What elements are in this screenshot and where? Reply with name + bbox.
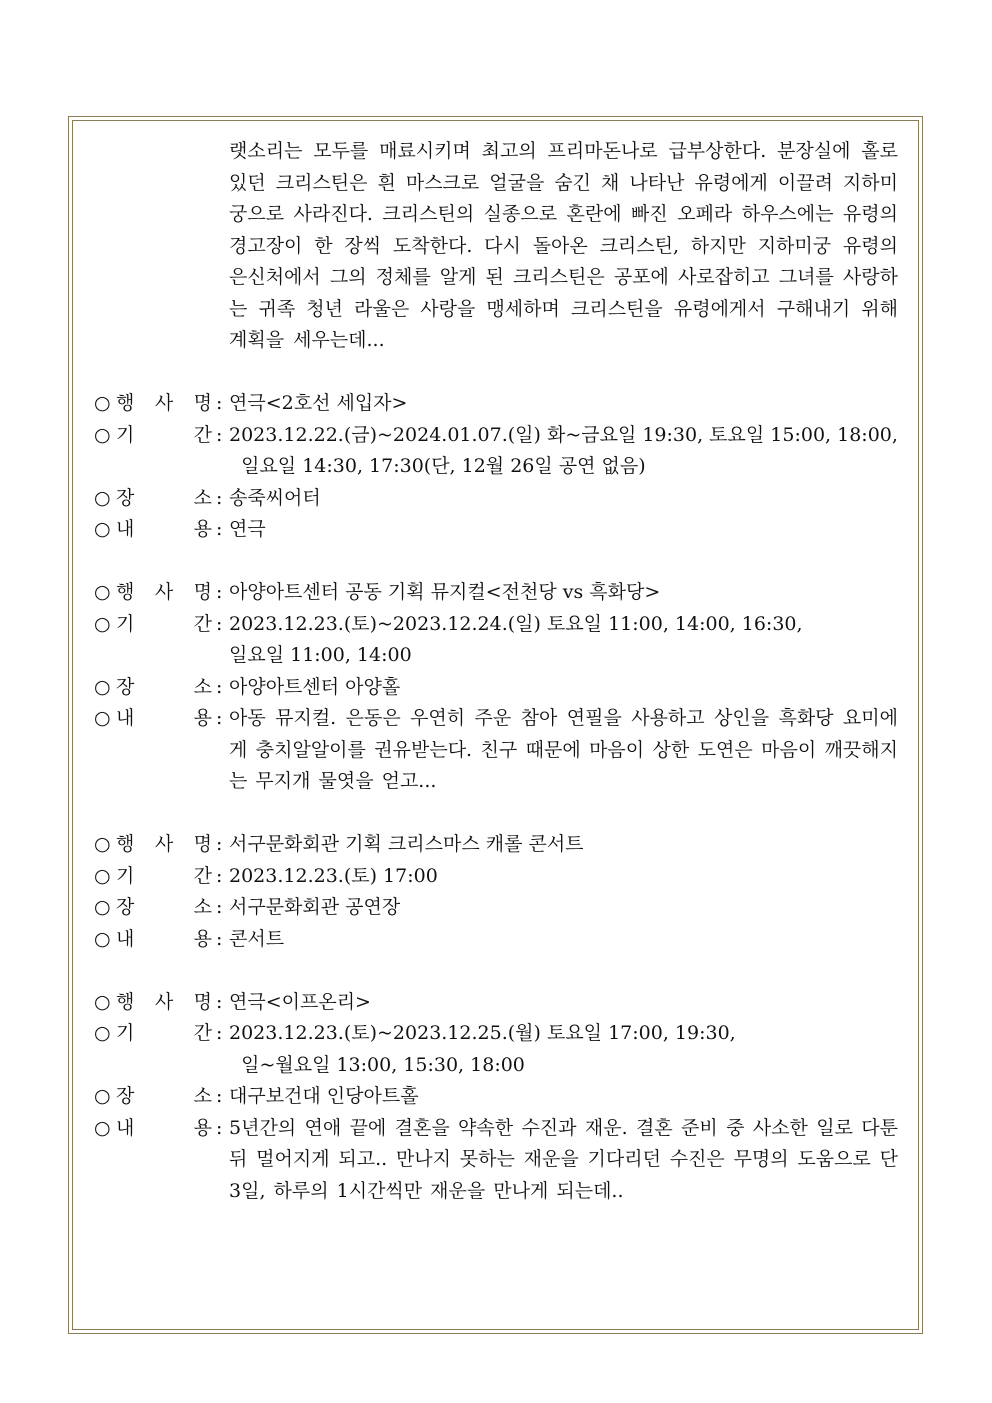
- colon: :: [216, 990, 223, 1013]
- bullet-circle: ○: [94, 1085, 111, 1107]
- label-content: 내 용: [116, 927, 212, 950]
- bullet-circle: ○: [94, 707, 111, 729]
- label-period: 기 간: [116, 864, 212, 887]
- colon: :: [216, 1116, 223, 1139]
- label-period: 기 간: [116, 423, 212, 446]
- colon: :: [216, 423, 223, 446]
- event-content: 아동 뮤지컬. 은동은 우연히 주운 참아 연필을 사용하고 상인을 흑화당 요미에게 충치알알이를 권유받는다. 친구 때문에 마음이 상한 도연은 마음이 깨끗해지는 무지개 물엿을 얻고...: [229, 707, 898, 792]
- bullet-circle: ○: [94, 423, 111, 446]
- bullet-circle: ○: [94, 990, 111, 1013]
- event-period-row: [94, 1018, 898, 1081]
- event-period-row: [94, 420, 898, 483]
- bullet-circle: ○: [94, 927, 111, 950]
- colon: :: [216, 612, 223, 635]
- event-venue-row: [94, 892, 898, 924]
- event-content-row: [94, 703, 898, 798]
- colon: :: [216, 486, 223, 509]
- colon: :: [216, 833, 223, 855]
- event-content-row: [94, 514, 898, 546]
- colon: :: [216, 927, 223, 950]
- label-event-name: 행 사 명: [116, 833, 212, 855]
- event-period: 2023.12.22.(금)~2024.01.07.(일) 화~금요일 19:30, 토요일 15:00, 18:00, 일요일 14:30, 17:30(단, 12월 26일 공연 없음): [229, 423, 898, 477]
- label-content: 내 용: [116, 707, 212, 729]
- label-event-name: 행 사 명: [116, 392, 212, 414]
- event-content-row: [94, 1113, 907, 1208]
- event-content: 5년간의 연애 끝에 결혼을 약속한 수진과 재운. 결혼 준비 중 사소한 일로 다툰 뒤 멀어지게 되고.. 만나지 못하는 재운을 기다리던 수진은 무명의 도움으로 단 3일, 하루의 1시간씩만 재운을 만나게 되는데..: [229, 1116, 907, 1202]
- bullet-circle: ○: [94, 1116, 111, 1139]
- event-period: 2023.12.23.(토)~2023.12.24.(일) 토요일 11:00, 14:00, 16:30, 일요일 11:00, 14:00: [229, 612, 803, 666]
- event-period-row: [94, 861, 898, 893]
- colon: :: [216, 518, 223, 540]
- colon: :: [216, 896, 223, 918]
- label-period: 기 간: [116, 1022, 212, 1044]
- event-content-row: [94, 924, 898, 956]
- colon: :: [216, 1085, 223, 1107]
- event-content: 연극: [229, 518, 266, 540]
- label-period: 기 간: [116, 612, 212, 635]
- colon: :: [216, 707, 223, 729]
- label-venue: 장 소: [116, 486, 212, 509]
- event-block: [94, 987, 907, 1208]
- label-event-name: 행 사 명: [116, 990, 212, 1013]
- label-content: 내 용: [116, 1116, 212, 1139]
- event-name-row: [94, 388, 898, 420]
- event-period-row: [94, 609, 898, 672]
- event-name: 아양아트센터 공동 기획 뮤지컬<전천당 vs 흑화당>: [229, 581, 661, 603]
- bullet-circle: ○: [94, 612, 111, 635]
- event-name-row: [94, 577, 898, 609]
- bullet-circle: ○: [94, 1022, 111, 1044]
- bullet-circle: ○: [94, 896, 111, 918]
- event-name-row: [94, 987, 898, 1019]
- event-venue-row: [94, 483, 898, 515]
- label-venue: 장 소: [116, 896, 212, 918]
- bullet-circle: ○: [94, 392, 111, 414]
- label-venue: 장 소: [116, 675, 212, 698]
- label-content: 내 용: [116, 518, 212, 540]
- bullet-circle: ○: [94, 518, 111, 540]
- colon: :: [216, 581, 223, 603]
- label-event-name: 행 사 명: [116, 581, 212, 603]
- event-venue-row: [94, 1081, 898, 1113]
- colon: :: [216, 1022, 223, 1044]
- event-block: [94, 829, 898, 955]
- colon: :: [216, 392, 223, 414]
- event-name: 연극<2호선 세입자>: [229, 392, 408, 414]
- event-venue: 송죽씨어터: [229, 486, 321, 509]
- document-body: [94, 136, 907, 1207]
- event-name: 연극<이프온리>: [229, 990, 371, 1013]
- label-venue: 장 소: [116, 1085, 212, 1107]
- bullet-circle: ○: [94, 675, 111, 698]
- event-venue-row: [94, 672, 898, 704]
- event-name-row: [94, 829, 898, 861]
- bullet-circle: ○: [94, 581, 111, 603]
- event-venue: 아양아트센터 아양홀: [229, 675, 401, 698]
- event-period: 2023.12.23.(토) 17:00: [229, 864, 438, 887]
- bullet-circle: ○: [94, 486, 111, 509]
- colon: :: [216, 675, 223, 698]
- intro-paragraph: 랫소리는 모두를 매료시키며 최고의 프리마돈나로 급부상한다. 분장실에 홀로 있던 크리스틴은 흰 마스크로 얼굴을 숨긴 채 나타난 유령에게 이끌려 지하미궁으로 사라진다. 크리스틴의 실종으로 혼란에 빠진 오페라 하우스에는 유령의 경고장이 한 장씩 도착한다. 다시 돌아온 크리스틴, 하지만 지하미궁 유령의 은신처에서 그의 정체를 알게 된 크리스틴은 공포에 사로잡히고 그녀를 사랑하는 귀족 청년 라울은 사랑을 맹세하며 크리스틴을 유령에게서 구해내기 위해 계획을 세우는데...: [229, 140, 898, 351]
- event-block: [94, 388, 898, 546]
- event-period: 2023.12.23.(토)~2023.12.25.(월) 토요일 17:00, 19:30, 일~월요일 13:00, 15:30, 18:00: [229, 1022, 736, 1076]
- event-content: 콘서트: [229, 927, 285, 950]
- colon: :: [216, 864, 223, 887]
- event-venue: 서구문화회관 공연장: [229, 896, 401, 918]
- bullet-circle: ○: [94, 864, 111, 887]
- event-venue: 대구보건대 인당아트홀: [229, 1085, 419, 1107]
- bullet-circle: ○: [94, 833, 111, 855]
- event-block: [94, 577, 898, 798]
- event-name: 서구문화회관 기획 크리스마스 캐롤 콘서트: [229, 833, 584, 855]
